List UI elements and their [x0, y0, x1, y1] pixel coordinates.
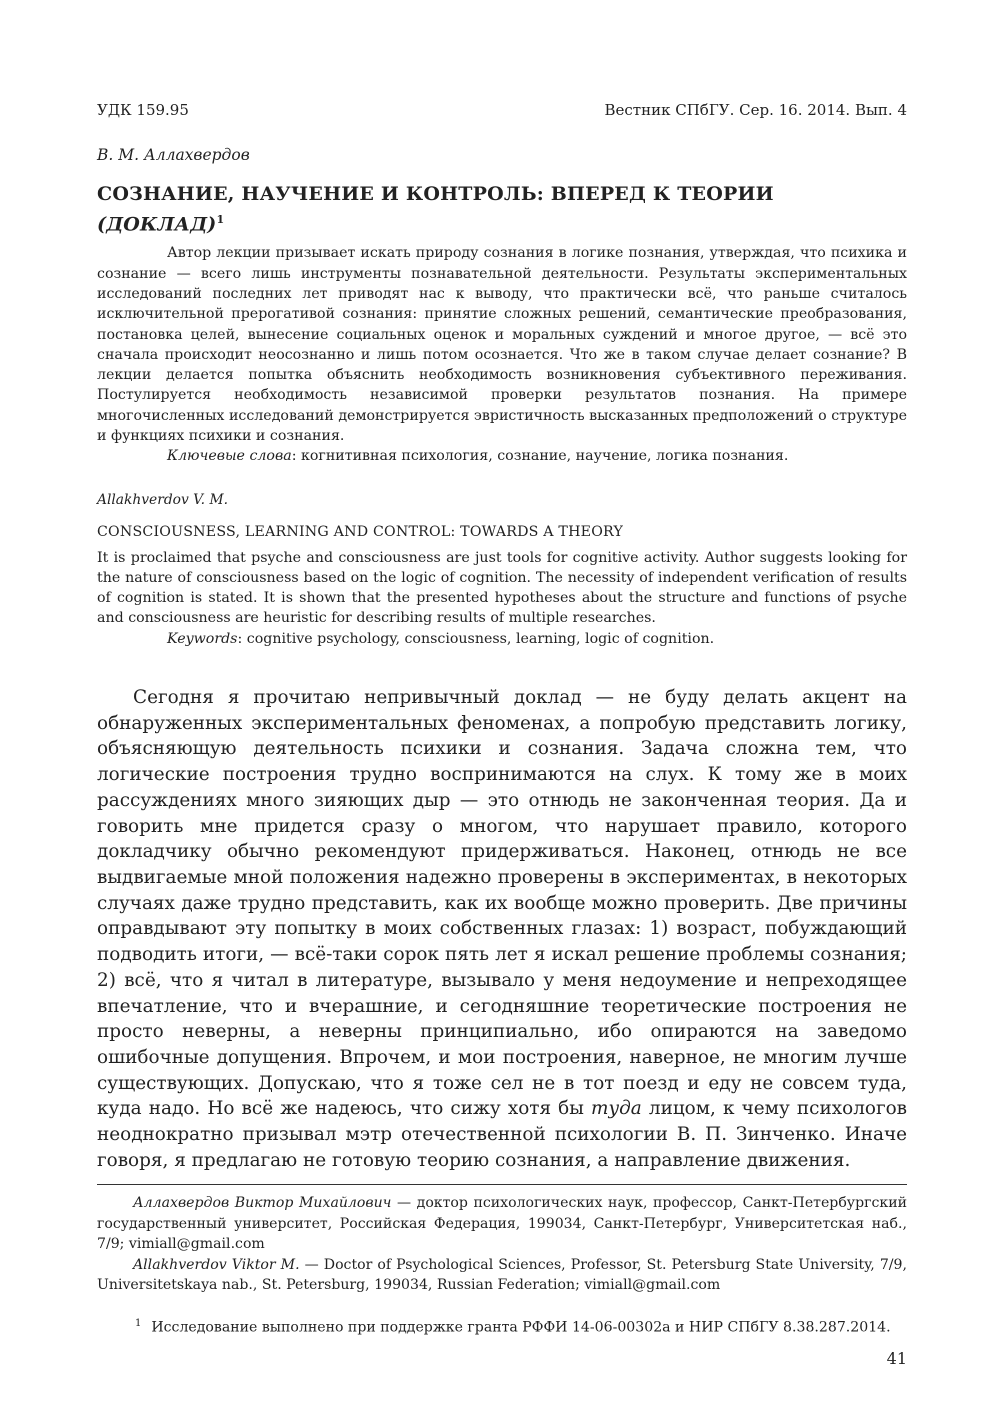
title-ru-doklad: (ДОКЛАД) — [97, 213, 217, 236]
abstract-ru-text: Автор лекции призывает искать природу сознания в логике познания, утверждая, что психика и сознание — всего лишь инструменты познавательной деятельности. Результаты экспериментальных исследований последних лет приводят нас к выводу, что практически всё, что раньше считалось исключительной прерогативой сознания: принятие сложных решений, семантические преобразования, постановка целей, вынесение социальных оценок и моральных суждений и многое другое, — всё это сначала происходит неосознанно и лишь потом осознается. Что же в таком случае делает сознание? В лекции делается попытка объяснить необходимость возникновения субъективного переживания. Постулируется необходимость независимой проверки результатов познания. На примере многочисленных исследований демонстрируется эвристичность высказанных предположений о структуре и функциях психики и сознания. — [97, 245, 907, 444]
bio-en — [97, 1255, 907, 1296]
author-ru: В. М. Аллахвердов — [97, 146, 250, 164]
bio-en-text: — Doctor of Psychological Sciences, Professor, St. Petersburg State University, 7/9, Universitetskaya nab., St. Petersburg, 199034, Russian Federation; vimiall@gmail.com — [97, 1256, 907, 1294]
title-ru-line1: СОЗНАНИЕ, НАУЧЕНИЕ И КОНТРОЛЬ: ВПЕРЕД К ТЕОРИИ — [97, 183, 774, 205]
abstract-ru — [97, 243, 907, 466]
title-ru-line2 — [97, 207, 907, 237]
udk-code: УДК 159.95 — [97, 101, 189, 119]
bio-ru — [97, 1193, 907, 1255]
running-header — [97, 100, 907, 120]
body-text-emphasis: туда — [591, 1098, 642, 1120]
keywords-ru-label: Ключевые слова — [167, 448, 292, 465]
footnote-divider — [97, 1184, 907, 1185]
title-en: CONSCIOUSNESS, LEARNING AND CONTROL: TOWARDS A THEORY — [97, 523, 624, 540]
title-ru — [97, 181, 907, 237]
author-en: Allakhverdov V. M. — [97, 491, 228, 508]
footnote — [97, 1318, 907, 1336]
footnote-text: Исследование выполнено при поддержке гранта РФФИ 14-06-00302а и НИР СПбГУ 8.38.287.2014. — [151, 1319, 891, 1336]
bio-en-name: Allakhverdov Viktor M. — [133, 1256, 300, 1273]
title-footnote-mark: 1 — [216, 213, 225, 226]
body-paragraph — [97, 685, 907, 1173]
author-bio — [97, 1193, 907, 1296]
abstract-en — [97, 548, 907, 649]
keywords-ru — [97, 446, 907, 466]
article-page — [97, 100, 907, 1336]
body-text-part2: лицом, к чему психологов неоднократно призывал мэтр отечественной психологии В. П. Зинченко. Иначе говоря, я предлагаю не готовую теорию сознания, а направление движения. — [97, 1098, 908, 1171]
page-number: 41 — [886, 1349, 907, 1368]
keywords-en-text: : cognitive psychology, consciousness, learning, logic of cognition. — [237, 630, 715, 647]
bio-ru-name: Аллахвердов Виктор Михайлович — [133, 1195, 392, 1212]
footnote-mark: 1 — [135, 1317, 142, 1329]
bio-ru-text: — доктор психологических наук, профессор, Санкт-Петербургский государственный университет, Российская Федерация, 199034, Санкт-Петербург, Университетская наб., 7/9; vimiall@gmail.com — [97, 1195, 907, 1253]
abstract-en-text: It is proclaimed that psyche and consciousness are just tools for cognitive activity. Author suggests looking for the nature of consciousness based on the logic of cognition. The necessity of independent verification of results of cognition is stated. It is shown that the presented hypotheses about the structure and functions of psyche and consciousness are heuristic for describing results of multiple researches. — [97, 549, 907, 627]
keywords-en-label: Keywords — [167, 630, 238, 647]
journal-info: Вестник СПбГУ. Сер. 16. 2014. Вып. 4 — [604, 101, 907, 119]
keywords-en — [97, 629, 907, 649]
body-text-part1: Сегодня я прочитаю непривычный доклад — не буду делать акцент на обнаруженных экспериментальных феноменах, а попробую представить логику, объясняющую деятельность психики и сознания. Задача сложна тем, что логические построения трудно воспринимаются на слух. К тому же в моих рассуждениях много зияющих дыр — это отнюдь не законченная теория. Да и говорить мне придется сразу о многом, что нарушает правило, которого докладчику обычно рекомендуют придерживаться. Наконец, отнюдь не все выдвигаемые мной положения надежно проверены в экспериментах, в некоторых случаях даже трудно представить, как их вообще можно проверить. Две причины оправдывают эту попытку в моих собственных глазах: 1) возраст, побуждающий подводить итоги, — всё-таки сорок пять лет я искал решение проблемы сознания; 2) всё, что я читал в литературе, вызывало у меня недоумение и непреходящее впечатление, что и вчерашние, и сегодняшние теоретические построения не просто неверны, а неверны принципиально, ибо опираются на заведомо ошибочные допущения. Впрочем, и мои построения, наверное, не многим лучше существующих. Допускаю, что я тоже сел не в тот поезд и еду не совсем туда, куда надо. Но всё же надеюсь, что сижу хотя бы — [97, 687, 907, 1120]
body-text — [97, 685, 907, 1173]
keywords-ru-text: : когнитивная психология, сознание, научение, логика познания. — [291, 448, 789, 465]
